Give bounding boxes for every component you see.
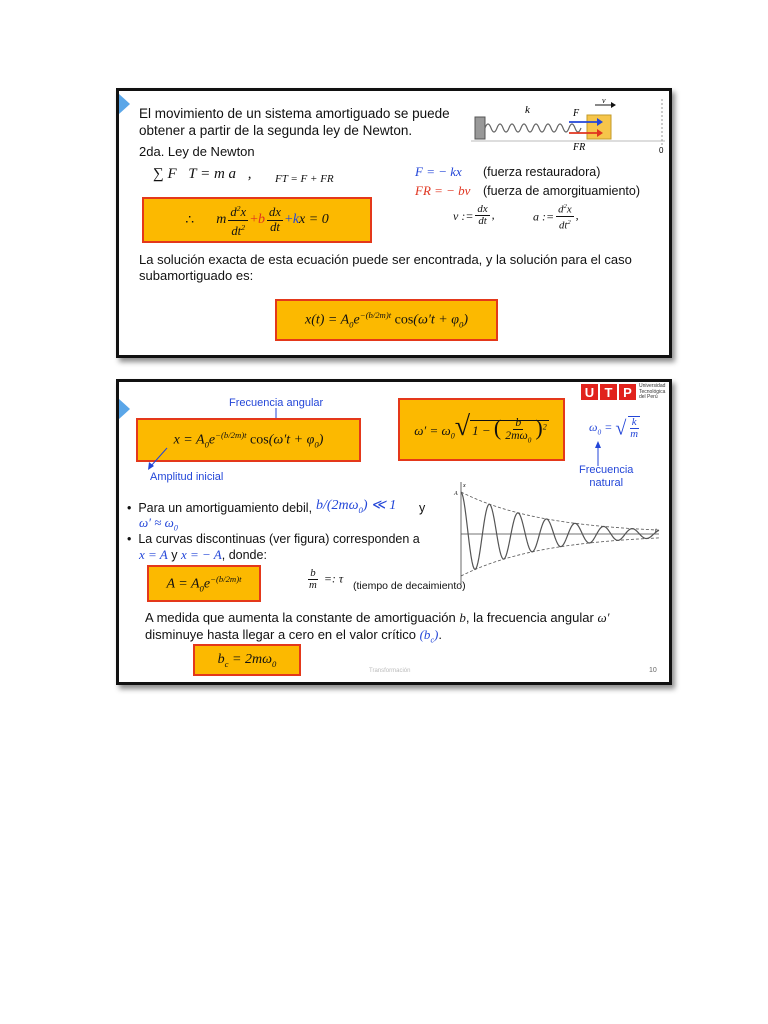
page-number: 10 (649, 667, 657, 674)
figure-v-label: v (602, 96, 606, 105)
damped-frequency-box (398, 398, 565, 461)
slide-1 (116, 88, 672, 358)
bullet-2-line-2: x = A y x = − A, donde: (139, 547, 267, 562)
figure-k-label: k (525, 104, 530, 116)
bullet-1: • Para un amortiguamiento debil, (127, 501, 313, 515)
logo-letter-u: U (581, 384, 598, 400)
label-frecuencia-angular: Frecuencia angular (229, 397, 324, 409)
figure-F-label: F (573, 108, 580, 119)
velocity-definition: v := $\frac{dx}{dt}$ , (453, 203, 495, 228)
intro-line-2: obtener a partir de la segunda ley de Newton. (139, 123, 413, 138)
displacement-equation-box (136, 418, 361, 462)
equation-of-motion: m $\frac{d^2x}{dt^2}$ +b $\frac{dx}{dt}$ +kx = 0 (216, 204, 329, 238)
slide-2 (116, 379, 672, 685)
eq-damping-force: FR = − bv (415, 183, 471, 198)
bullet-2: • La curvas discontinuas (ver figura) corresponden a (127, 532, 420, 546)
paragraph-line-2: disminuye hasta llegar a cero en el valor crítico $(b_c)$. (145, 627, 442, 645)
solution-equation: $x(t) = A_0e^{-(b/2m)t}$ $\cos(\omega't + \varphi_0)$ (304, 310, 469, 330)
label-damping-force: (fuerza de amorgituamiento) (483, 184, 641, 198)
bullet-1-conjunction: y (419, 501, 426, 515)
spring-mass-figure (469, 95, 669, 153)
spring-icon (485, 124, 581, 132)
wall-icon (475, 117, 485, 139)
equation-of-motion-box (142, 197, 372, 243)
solution-equation-box (275, 299, 498, 341)
arrow-up-icon (591, 440, 605, 466)
paragraph-line-1: A medida que aumenta la constante de amortiguación b, la frecuencia angular ω′ (145, 610, 610, 625)
tau-definition: $\frac{b}{m}$ =: τ (309, 567, 344, 592)
eq-sum-forces: ∑ F⃗T = m a⃗, (153, 166, 252, 182)
logo-letter-t: T (600, 384, 617, 400)
amplitude-equation: $A = A_0e^{-(b/2m)t}$ (166, 573, 242, 594)
displacement-equation: $x = A_0e^{-(b/2m)t}$ $\cos(\omega't + \varphi_0)$ (173, 430, 324, 450)
utp-logo (581, 384, 665, 401)
intro-line-1: El movimiento de un sistema amortiguado se puede (139, 106, 450, 121)
graph-t-label: t (655, 528, 657, 534)
label-restoring-force: (fuerza restauradora) (483, 165, 601, 179)
solution-text-line-1: La solución exacta de esta ecuación puede ser encontrada, y la solución para el caso (139, 252, 632, 267)
amplitude-equation-box (147, 565, 261, 602)
omega-approx: $\omega' \approx \omega_0$ (139, 515, 178, 533)
slide-bullet-icon (119, 399, 130, 419)
label-frecuencia-natural: Frecuencia natural (579, 464, 634, 489)
therefore-symbol: ∴ (185, 212, 195, 228)
solution-text-line-2: subamortiguado es: (139, 268, 254, 283)
logo-letter-p: P (619, 384, 636, 400)
eq-restoring-force: F = − kx (415, 164, 462, 179)
figure-zero-label: 0 (659, 146, 664, 153)
acceleration-definition: a := $\frac{d^2x}{dt^2}$ , (533, 203, 579, 232)
eq-total-force: FT = F + FR (275, 173, 334, 185)
newton-heading: 2da. Ley de Newton (139, 144, 255, 159)
damped-oscillation-graph (453, 478, 663, 588)
critical-damping-box (193, 644, 301, 676)
tau-label: (tiempo de decaimiento) (353, 580, 466, 592)
arrow-amplitude-icon (147, 446, 169, 472)
label-amplitud-inicial: Amplitud inicial (150, 471, 224, 483)
graph-A-label: A (454, 491, 458, 497)
graph-y-label: x (463, 483, 466, 489)
critical-damping-equation: $b_c = 2m\omega_0$ (217, 651, 277, 669)
slide-bullet-icon (119, 94, 130, 114)
natural-frequency-equation: $\omega_0$ = √ $\frac{k}{m}$ (589, 416, 639, 441)
figure-FR-label: FR (573, 142, 586, 153)
logo-university-name: Universidad Tecnológica del Perú (639, 383, 666, 400)
damped-frequency-equation: $\omega' = \omega_0√$ 1 − ( $\frac{b}{2m\omega_0}$ )$^2$ (414, 410, 547, 445)
weak-damping-condition: $b/(2m\omega_0)$ ≪ 1 (316, 498, 397, 515)
footer-text: Transformación (369, 668, 411, 674)
